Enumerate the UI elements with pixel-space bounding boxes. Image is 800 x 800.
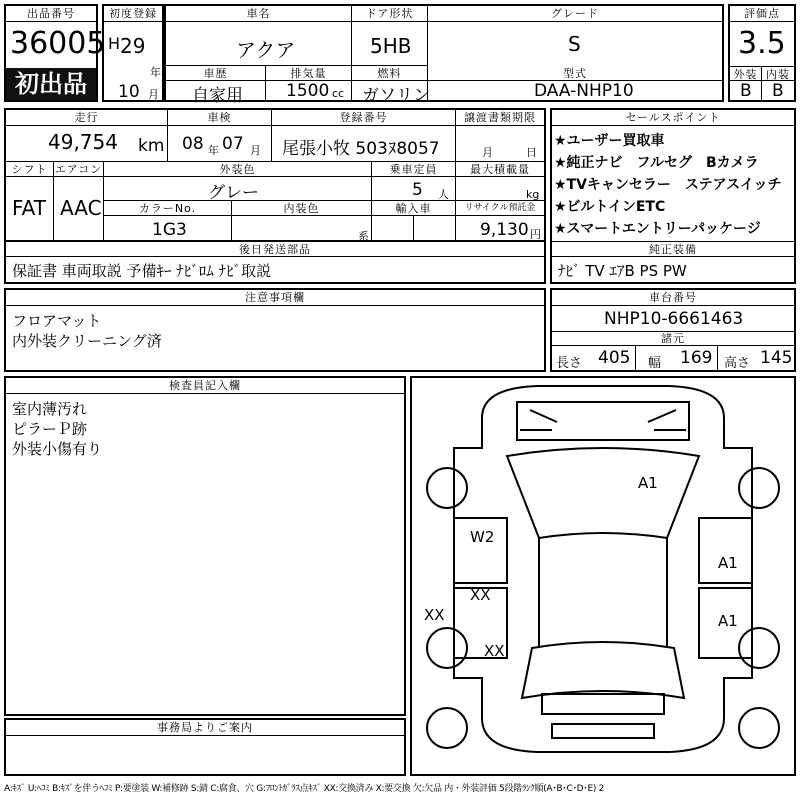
office-box xyxy=(4,718,406,776)
displacement-unit: cc xyxy=(332,87,345,100)
fuel-value: ガソリン xyxy=(362,86,430,106)
shift-value: FAT xyxy=(12,196,47,220)
lot-label: 出品番号 xyxy=(6,6,96,22)
inspector-label: 検査員記入欄 xyxy=(6,378,404,394)
capacity-value: 5 xyxy=(412,180,423,200)
plate-value: 尾張小牧 503ﾇ8057 xyxy=(282,139,440,159)
load-label: 最大積載量 xyxy=(456,162,544,177)
int-label: 内装 xyxy=(762,66,794,81)
displacement-value: 1500 xyxy=(286,81,330,101)
detail-box xyxy=(4,108,546,284)
first-listing-badge: 初出品 xyxy=(6,68,96,100)
color-no-label: カラーNo. xyxy=(104,201,232,216)
chassis-value: NHP10-6661463 xyxy=(604,309,744,329)
recycle-value: 9,130 xyxy=(480,220,529,240)
displacement-label: 排気量 xyxy=(266,66,352,81)
inspector-line-3: 外装小傷有り xyxy=(12,440,103,458)
lot-box xyxy=(4,4,106,102)
transfer-month-unit: 月 xyxy=(482,146,493,159)
plate-label: 登録番号 xyxy=(272,110,456,126)
height-value: 145 xyxy=(760,348,793,368)
car-name-label: 車名 xyxy=(166,6,352,22)
later-parts-label: 後日発送部品 xyxy=(6,241,544,257)
lot-number: 36005 xyxy=(10,26,106,61)
model-value: DAA-NHP10 xyxy=(534,81,634,101)
damage-mark-hood: A1 xyxy=(638,474,658,492)
inspector-line-1: 室内薄汚れ xyxy=(12,400,88,418)
history-value: 自家用 xyxy=(192,86,243,106)
inspection-label: 車検 xyxy=(168,110,272,126)
interior-unit: 系 xyxy=(358,230,369,243)
doors-value: 5HB xyxy=(370,34,412,58)
int-score: B xyxy=(772,81,784,101)
sales-point-1: ★ユーザー買取車 xyxy=(554,133,665,149)
car-diagram-svg xyxy=(412,378,794,774)
import-label: 輸入車 xyxy=(372,201,456,216)
width-value: 169 xyxy=(680,348,713,368)
color-label: 外装色 xyxy=(104,162,372,177)
sales-point-3: ★TVキャンセラー ステアスイッチ xyxy=(554,177,782,193)
damage-mark-rear-right-door: A1 xyxy=(718,612,738,630)
doors-label: ドア形状 xyxy=(352,6,428,22)
capacity-unit: 人 xyxy=(438,188,449,201)
history-label: 車歴 xyxy=(166,66,266,81)
score-value: 3.5 xyxy=(738,26,786,61)
score-box xyxy=(728,4,796,102)
notes-line-1: フロアマット xyxy=(12,312,102,330)
mileage-unit: km xyxy=(138,136,165,156)
chassis-label: 車台番号 xyxy=(552,290,794,306)
capacity-label: 乗車定員 xyxy=(372,162,456,177)
reg-era: H xyxy=(108,34,121,53)
transfer-label: 譲渡書類期限 xyxy=(456,110,544,126)
car-name-value: アクア xyxy=(236,38,296,62)
reg-year: 29 xyxy=(120,34,146,58)
mileage-value: 49,754 xyxy=(48,130,118,154)
recycle-label: リサイクル預託金 xyxy=(456,201,544,216)
load-unit: kg xyxy=(526,188,540,201)
reg-year-unit: 年 xyxy=(150,66,161,79)
aircon-label: エアコン xyxy=(54,163,103,176)
interior-label: 内装色 xyxy=(232,201,372,216)
fuel-label: 燃料 xyxy=(352,66,428,81)
reg-month-unit: 月 xyxy=(148,88,159,101)
equipment-label: 純正装備 xyxy=(552,241,794,257)
aircon-value: AAC xyxy=(60,196,102,220)
sales-point-5: ★スマートエントリーパッケージ xyxy=(554,221,761,237)
sales-point-4: ★ビルトインETC xyxy=(554,199,666,215)
later-parts-value: 保証書 車両取説 予備ｷｰ ﾅﾋﾞﾛﾑ ﾅﾋﾞ取説 xyxy=(12,262,272,280)
damage-mark-rear-left-panel: XX xyxy=(484,642,505,660)
reg-month: 10 xyxy=(118,82,140,102)
damage-diagram xyxy=(410,376,796,776)
office-label: 事務局よりご案内 xyxy=(6,720,404,736)
model-label: 型式 xyxy=(428,66,722,81)
inspection-month-unit: 月 xyxy=(250,144,261,157)
equipment-value: ﾅﾋﾞ TV ｴｱB PS PW xyxy=(558,262,687,280)
notes-line-2: 内外装クリーニング済 xyxy=(12,332,162,350)
sales-points-box xyxy=(550,108,796,284)
ext-label: 外装 xyxy=(730,66,762,81)
dims-label: 諸元 xyxy=(552,332,794,346)
inspection-year-unit: 年 xyxy=(208,144,219,157)
score-label: 評価点 xyxy=(730,6,794,22)
sales-point-2: ★純正ナビ フルセグ Bカメラ xyxy=(554,155,759,171)
mileage-label: 走行 xyxy=(6,110,168,126)
color-value: グレー xyxy=(208,183,259,203)
notes-box xyxy=(4,288,546,372)
damage-mark-front-right-door: A1 xyxy=(718,554,738,572)
length-value: 405 xyxy=(598,348,631,368)
inspector-line-2: ピラーＰ跡 xyxy=(12,420,88,438)
legend-text: A:ｷｽﾞ U:ﾍｺﾐ B:ｷｽﾞを伴うﾍｺﾐ P:要塗装 W:補修跡 S:錆 C:腐食、穴 G:ﾌﾛﾝﾄｶﾞﾗｽ点ｷｽﾞ XX:交換済み X:要交換 欠:欠品 内・外装評価 5段階ﾗﾝｸ順(A･B･C･D･E) 2 xyxy=(4,784,605,794)
color-no-value: 1G3 xyxy=(152,220,187,240)
car-info-box xyxy=(164,4,724,106)
damage-mark-left-side: XX xyxy=(424,606,445,624)
transfer-day-unit: 日 xyxy=(526,146,537,159)
notes-label: 注意事項欄 xyxy=(6,290,544,306)
sales-points-label: セールスポイント xyxy=(552,110,794,126)
width-label: 幅 xyxy=(648,356,662,371)
grade-value: S xyxy=(568,32,581,56)
length-label: 長さ xyxy=(556,356,583,371)
chassis-box xyxy=(550,288,796,372)
shift-label: シフト xyxy=(6,162,54,177)
inspection-year: 08 xyxy=(182,134,204,154)
reg-label: 初度登録 xyxy=(104,6,162,22)
grade-label: グレード xyxy=(428,6,722,22)
inspector-box xyxy=(4,376,406,716)
recycle-unit: 円 xyxy=(530,228,541,241)
inspection-month: 07 xyxy=(222,134,244,154)
height-label: 高さ xyxy=(724,356,751,371)
ext-score: B xyxy=(740,81,752,101)
damage-mark-rear-left-door: XX xyxy=(470,586,491,604)
registration-box xyxy=(102,4,164,102)
damage-mark-front-left-door: W2 xyxy=(470,528,495,546)
